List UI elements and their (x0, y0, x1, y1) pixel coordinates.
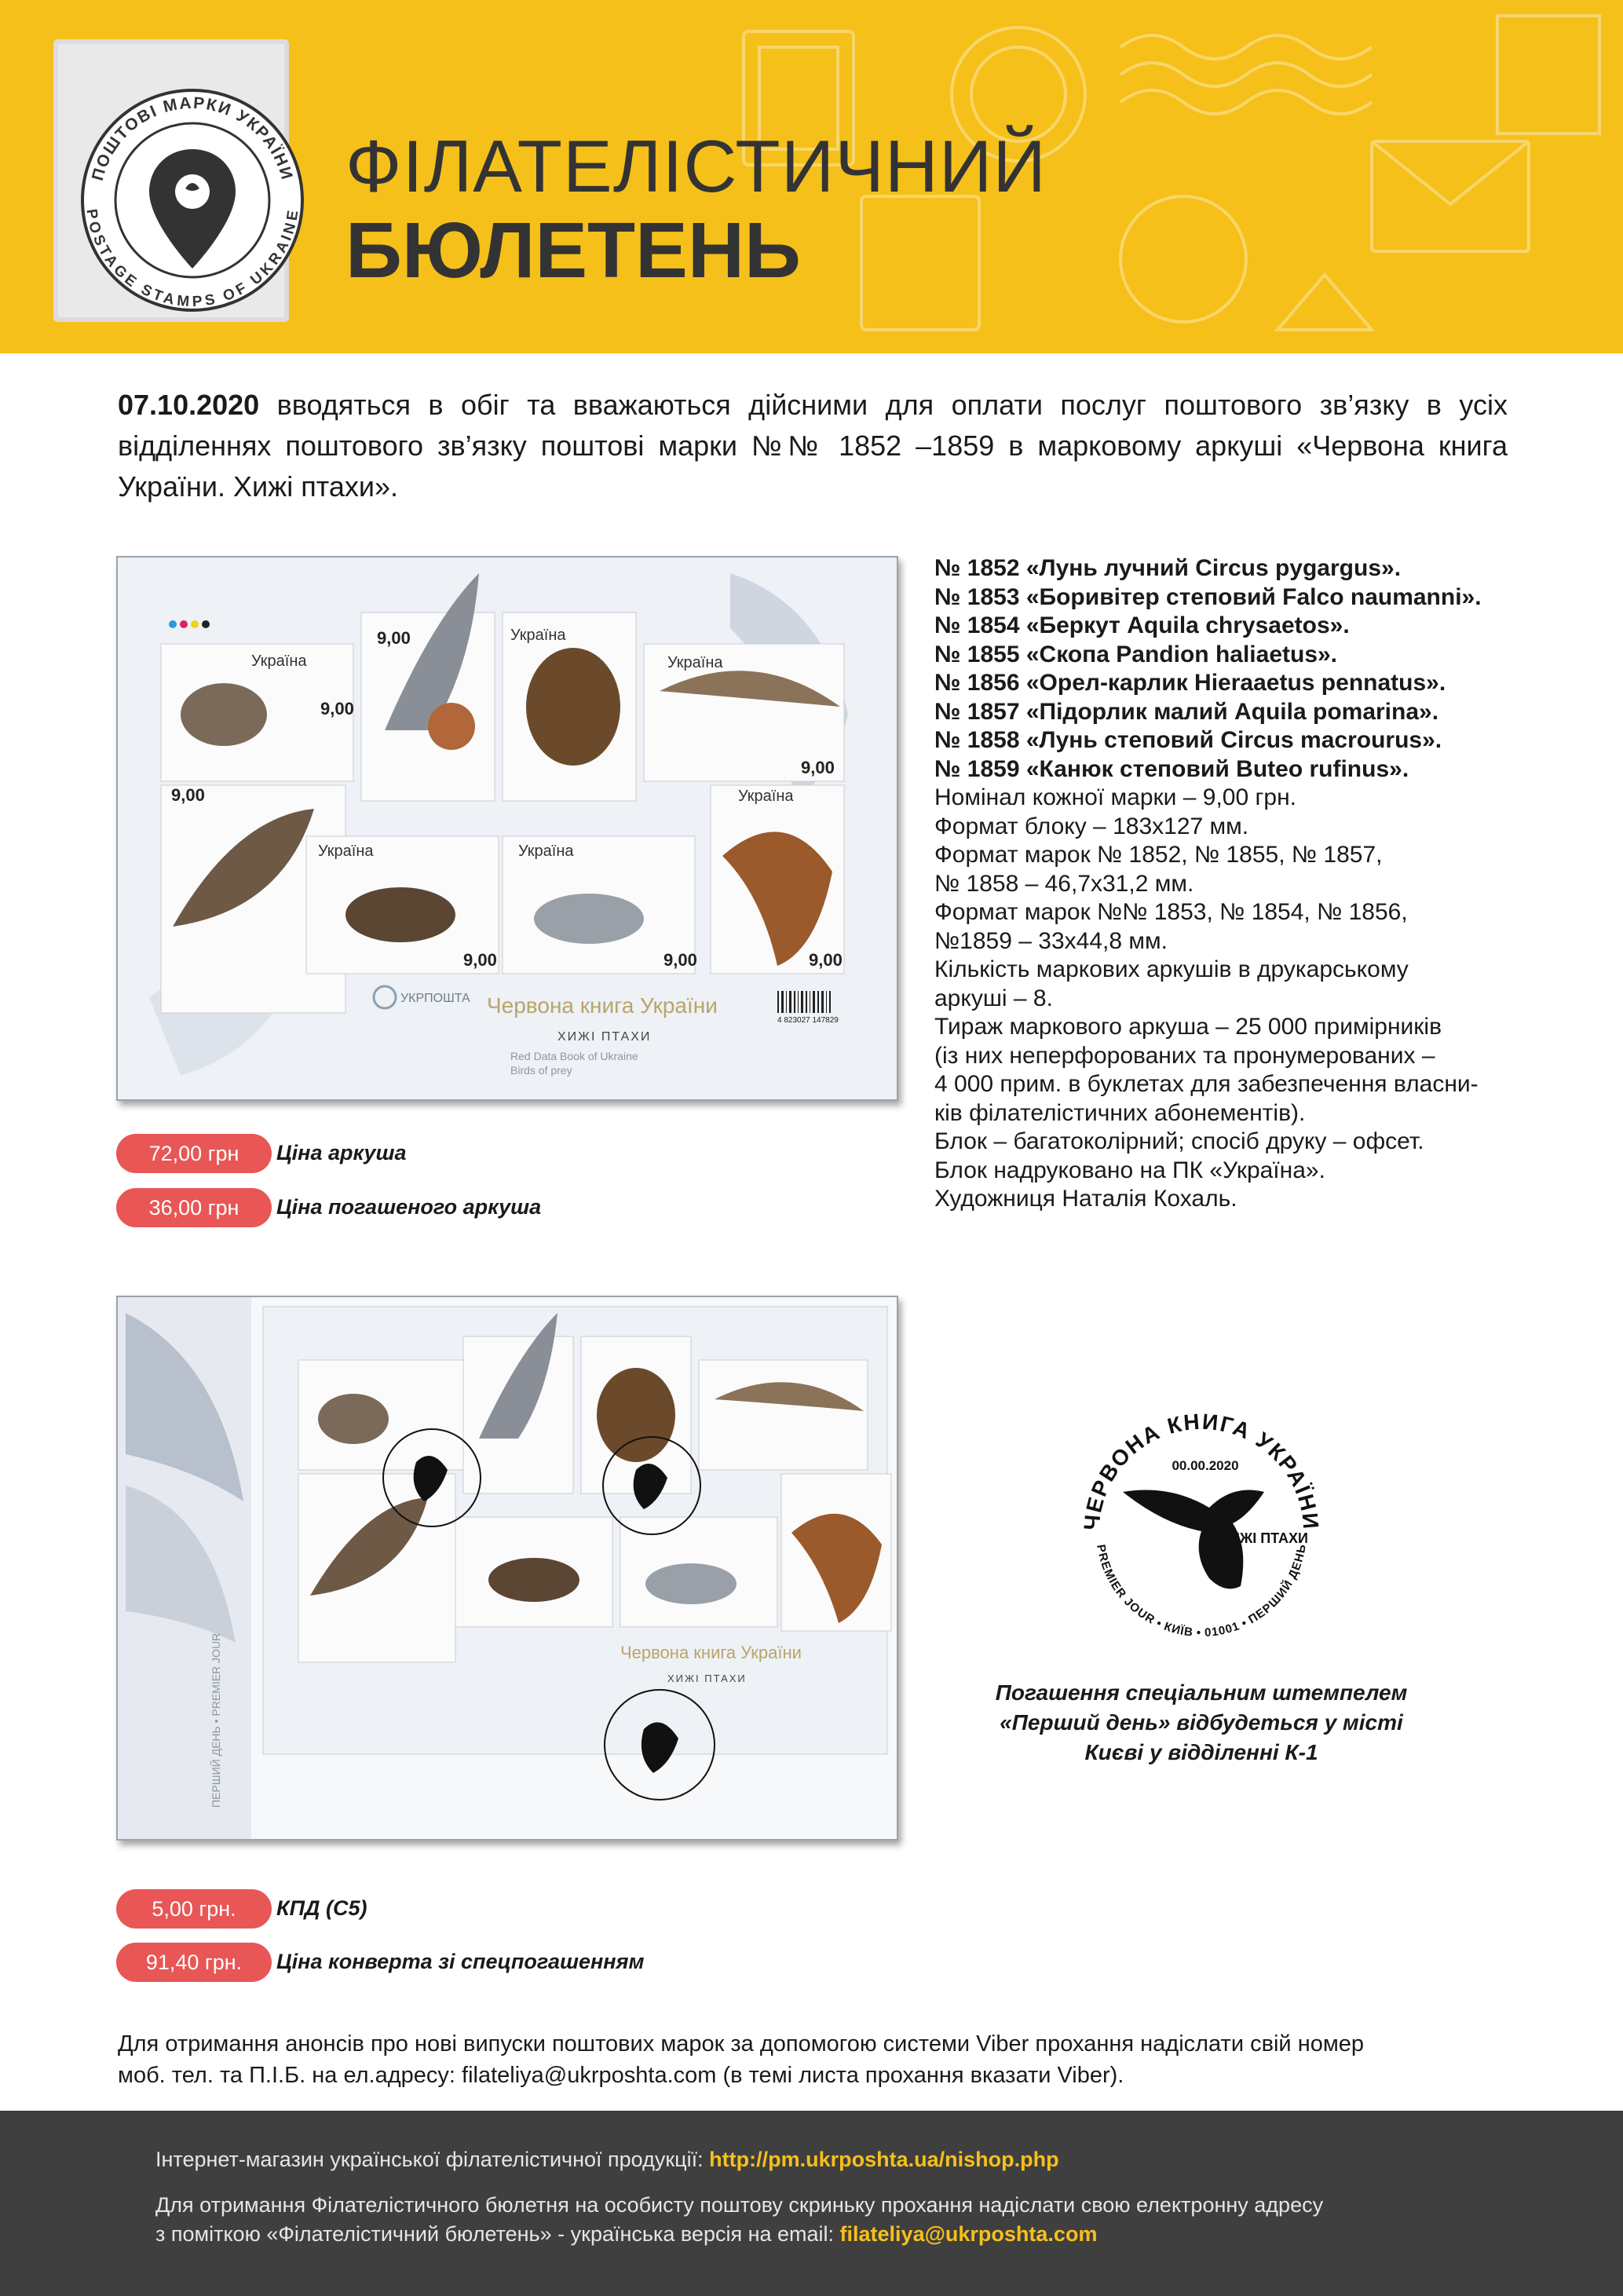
spec-line: Художниця Наталія Кохаль. (934, 1186, 1237, 1212)
svg-text:9,00: 9,00 (463, 950, 497, 970)
price-badge-sheet: 72,00 грн (116, 1134, 272, 1173)
spec-line: Кількість маркових аркушів в друкарському (934, 956, 1409, 982)
spec-bold-line: № 1858 «Лунь степовий Circus macrourus». (934, 727, 1442, 753)
spec-line: аркуші – 8. (934, 985, 1053, 1011)
spec-line: Номінал кожної марки – 9,00 грн. (934, 784, 1297, 810)
shop-link[interactable]: http://pm.ukrposhta.ua/nishop.php (709, 2148, 1059, 2171)
svg-text:9,00: 9,00 (320, 699, 354, 718)
spec-line: Формат марок № 1852, № 1855, № 1857, (934, 842, 1383, 868)
svg-text:Red Data Book of Ukraine: Red Data Book of Ukraine (510, 1050, 638, 1062)
spec-bold-line: № 1857 «Підорлик малий Aquila pomarina». (934, 698, 1439, 725)
bulletin-title-line2: БЮЛЕТЕНЬ (345, 207, 801, 294)
svg-text:Україна: Україна (510, 627, 566, 644)
envelope-side-text: ПЕРШИЙ ДЕНЬ • PREMIER JOUR (210, 1632, 222, 1808)
spec-line: Блок надруковано на ПК «Україна». (934, 1157, 1325, 1183)
price-badge-envelope: 91,40 грн. (116, 1943, 272, 1982)
bulletin-title-line1: ФІЛАТЕЛІСТИЧНИЙ (345, 125, 1047, 207)
spec-line: 4 000 прим. в буклетах для забезпечення власни- (934, 1071, 1479, 1097)
footer-email-text: з поміткою «Філателістичний бюлетень» - українська версія на email: (155, 2222, 840, 2246)
viber-line: моб. тел. та П.І.Б. на ел.адресу: filateliya@ukrposhta.com (в темі листа прохання вказати Viber). (118, 2063, 1124, 2088)
spec-line: ків філателістичних абонементів). (934, 1099, 1306, 1126)
svg-text:Червона книга України: Червона книга України (487, 993, 718, 1018)
price-label-sheet: Ціна аркуша (276, 1141, 407, 1164)
svg-text:Birds of prey: Birds of prey (510, 1064, 572, 1077)
spec-bold-line: № 1854 «Беркут Aquila chrysaetos». (934, 612, 1350, 638)
viber-line: Для отримання анонсів про нові випуски поштових марок за допомогою системи Viber прохання надіслати свій номер (118, 2031, 1365, 2057)
email-link[interactable]: filateliya@ukrposhta.com (839, 2222, 1098, 2246)
spec-bold-line: № 1855 «Скопа Pandion haliaetus». (934, 641, 1338, 667)
first-day-cover-image (116, 1296, 898, 1841)
logo-ring-top-text: ПОШТОВІ МАРКИ УКРАЇНИ (88, 93, 297, 183)
svg-text:Україна: Україна (318, 843, 374, 860)
first-day-postmark (1076, 1398, 1327, 1649)
footer-email-line (155, 2221, 1097, 2247)
logo-ring-bottom-text: POSTAGE STAMPS OF UKRAINE (82, 207, 302, 311)
svg-text:Україна: Україна (518, 843, 574, 860)
svg-text:Україна: Україна (738, 788, 794, 805)
spec-bold-line: № 1853 «Боривітер степовий Falco naumanni». (934, 583, 1482, 610)
svg-text:Україна: Україна (251, 653, 307, 670)
cancellation-line: «Перший день» відбудеться у місті (1000, 1710, 1403, 1735)
spec-line: Блок – багатоколірний; спосіб друку – офсет. (934, 1128, 1424, 1154)
postmark-ring-bottom: PREMIER JOUR • КИЇВ • 01001 • ПЕРШИЙ ДЕНЬ (1094, 1543, 1309, 1640)
price-label-cover: КПД (С5) (276, 1896, 367, 1920)
svg-text:ХИЖІ ПТАХИ: ХИЖІ ПТАХИ (667, 1673, 747, 1684)
spec-line: № 1858 – 46,7х31,2 мм. (934, 870, 1194, 897)
stamp-sheet-drawing (118, 558, 897, 1099)
issue-date: 07.10.2020 (118, 389, 260, 421)
cancellation-line: Києві у відділенні К-1 (1084, 1740, 1318, 1764)
spec-bold-line: № 1859 «Канюк степовий Buteo rufinus». (934, 755, 1409, 782)
spec-line: Формат блоку – 183х127 мм. (934, 813, 1249, 839)
footer-shop-line (155, 2146, 1059, 2173)
svg-text:9,00: 9,00 (171, 785, 205, 805)
ukrposhta-stamps-logo (77, 85, 308, 316)
spec-line: (із них неперфорованих та пронумерованих – (934, 1042, 1435, 1069)
price-label-cancelled-sheet: Ціна погашеного аркуша (276, 1195, 542, 1219)
footer-bar (0, 2111, 1623, 2296)
footer-subscribe-line: Для отримання Філателістичного бюлетня на особисту поштову скриньку прохання надіслати свою електронну адресу (155, 2193, 1324, 2217)
postmark-center-text: ХИЖІ ПТАХИ (1220, 1530, 1308, 1546)
intro-paragraph (118, 385, 1508, 507)
spec-bold-line: № 1856 «Орел-карлик Hieraaetus pennatus». (934, 670, 1446, 696)
svg-text:9,00: 9,00 (801, 758, 835, 777)
footer-shop-text: Інтернет-магазин української філателістичної продукції: (155, 2148, 710, 2171)
svg-text:9,00: 9,00 (809, 950, 843, 970)
svg-text:4 823027 147829: 4 823027 147829 (777, 1016, 839, 1025)
svg-text:9,00: 9,00 (663, 950, 697, 970)
svg-text:9,00: 9,00 (377, 628, 411, 648)
intro-text: вводяться в обіг та вважаються дійсними для оплати послуг поштового зв’язку в усіх відділеннях поштового зв’язку поштові марки №№ 1852 –1859 в марковому аркуші «Червона книга України. Хижі птахи». (118, 389, 1508, 503)
postmark-date: 00.00.2020 (1172, 1458, 1239, 1473)
price-badge-cover: 5,00 грн. (116, 1889, 272, 1929)
first-day-cover-drawing (118, 1297, 897, 1839)
spec-line: Формат марок №№ 1853, № 1854, № 1856, (934, 899, 1408, 925)
postmark-ring-top: ЧЕРВОНА КНИГА УКРАЇНИ (1079, 1409, 1324, 1532)
viber-note (118, 2028, 1508, 2091)
stamp-specifications (934, 554, 1563, 1214)
stamp-sheet-image (116, 556, 898, 1101)
cancellation-note (934, 1678, 1468, 1768)
price-label-envelope: Ціна конверта зі спецпогашенням (276, 1950, 645, 1973)
svg-text:Україна: Україна (667, 654, 723, 671)
spec-line: №1859 – 33х44,8 мм. (934, 927, 1168, 954)
cancellation-line: Погашення спеціальним штемпелем (995, 1680, 1408, 1705)
svg-text:Червона книга України: Червона книга України (620, 1643, 802, 1662)
price-badge-cancelled-sheet: 36,00 грн (116, 1188, 272, 1227)
svg-text:УКРПОШТА: УКРПОШТА (400, 992, 470, 1005)
svg-text:ХИЖІ ПТАХИ: ХИЖІ ПТАХИ (557, 1030, 652, 1044)
spec-bold-line: № 1852 «Лунь лучний Circus pygargus». (934, 555, 1402, 581)
spec-line: Тираж маркового аркуша – 25 000 примірників (934, 1014, 1442, 1040)
